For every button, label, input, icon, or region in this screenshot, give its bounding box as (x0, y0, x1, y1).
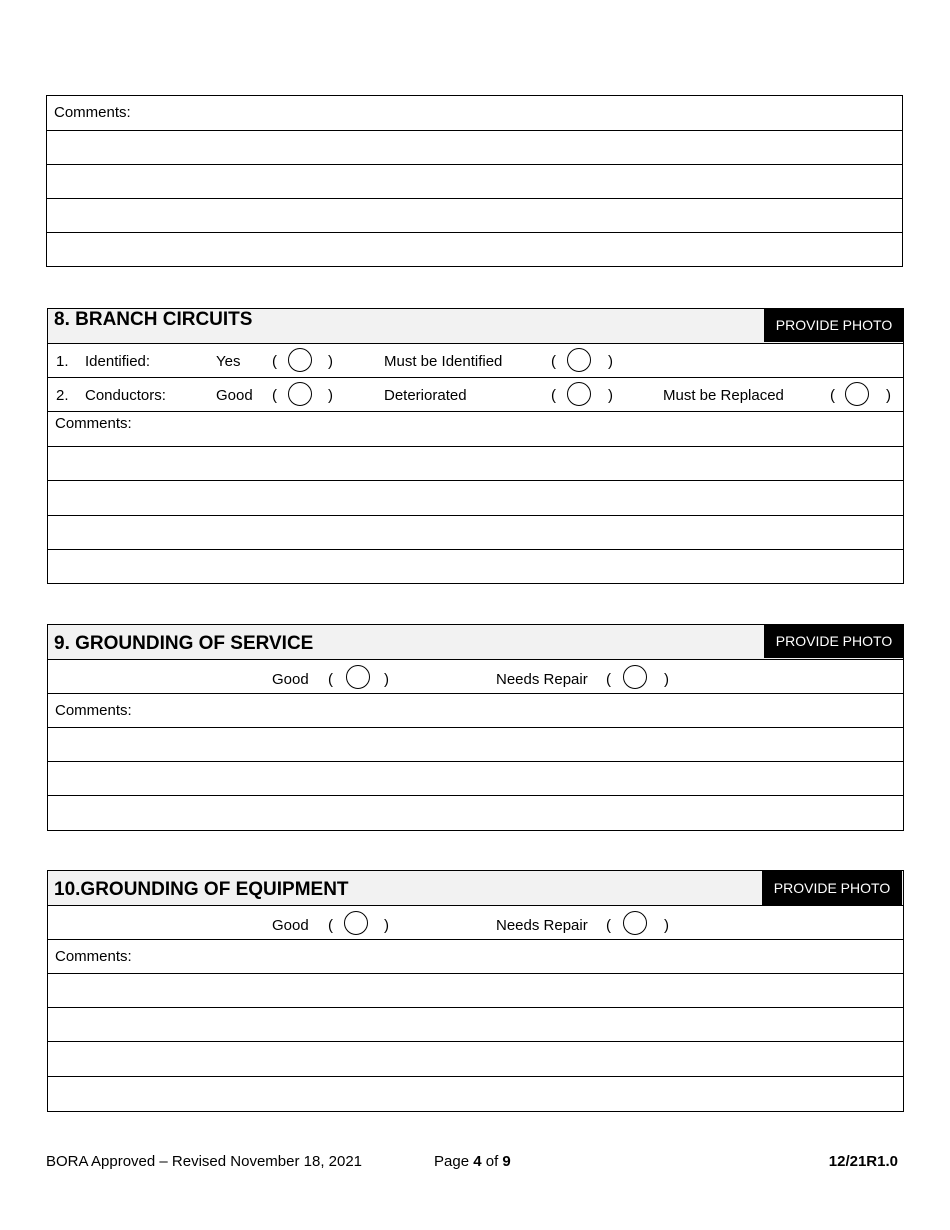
comment-line[interactable] (47, 198, 902, 233)
close-paren: ) (608, 387, 613, 404)
yes-radio[interactable] (288, 348, 312, 372)
comments-label-row (48, 411, 903, 446)
comment-line[interactable] (47, 232, 902, 267)
page-prefix: Page (434, 1153, 470, 1170)
yes-label: Yes (216, 353, 241, 370)
comments-label: Comments: (55, 702, 132, 719)
comments-label: Comments: (55, 415, 132, 432)
close-paren: ) (328, 387, 333, 404)
needs-repair-radio[interactable] (623, 911, 647, 935)
open-paren: ( (328, 671, 333, 688)
must-be-replaced-radio[interactable] (845, 382, 869, 406)
open-paren: ( (328, 917, 333, 934)
comment-line[interactable] (48, 795, 903, 830)
comments-label-row (47, 96, 902, 130)
provide-photo-button[interactable]: PROVIDE PHOTO (764, 624, 904, 658)
good-label: Good (272, 917, 309, 934)
comment-line[interactable] (48, 480, 903, 515)
comment-line[interactable] (48, 549, 903, 584)
section-title: 8. BRANCH CIRCUITS (54, 309, 253, 330)
comment-line[interactable] (48, 1007, 903, 1042)
comment-line[interactable] (48, 515, 903, 550)
close-paren: ) (384, 671, 389, 688)
good-radio[interactable] (288, 382, 312, 406)
close-paren: ) (384, 917, 389, 934)
open-paren: ( (606, 671, 611, 688)
section-title: 10.GROUNDING OF EQUIPMENT (54, 879, 349, 900)
comment-line[interactable] (47, 164, 902, 199)
needs-repair-radio[interactable] (623, 665, 647, 689)
must-be-identified-label: Must be Identified (384, 353, 503, 370)
good-label: Good (272, 671, 309, 688)
provide-photo-button[interactable]: PROVIDE PHOTO (764, 308, 904, 342)
identified-row (48, 343, 903, 378)
top-comments-box (46, 95, 903, 267)
comment-line[interactable] (48, 973, 903, 1008)
close-paren: ) (886, 387, 891, 404)
must-be-replaced-label: Must be Replaced (663, 387, 784, 404)
comment-line[interactable] (48, 1076, 903, 1111)
comment-line[interactable] (48, 761, 903, 796)
good-radio[interactable] (344, 911, 368, 935)
section-title: 9. GROUNDING OF SERVICE (54, 633, 314, 654)
good-radio[interactable] (346, 665, 370, 689)
deteriorated-radio[interactable] (567, 382, 591, 406)
page-current: 4 (473, 1153, 482, 1170)
comment-line[interactable] (48, 727, 903, 762)
comments-label-row (48, 693, 903, 728)
comment-line[interactable] (48, 1041, 903, 1076)
open-paren: ( (606, 917, 611, 934)
needs-repair-label: Needs Repair (496, 917, 588, 934)
deteriorated-label: Deteriorated (384, 387, 467, 404)
section-grounding-of-equipment (47, 870, 904, 1112)
item-number: 2. (56, 387, 69, 404)
condition-row (48, 905, 903, 940)
close-paren: ) (328, 353, 333, 370)
section-branch-circuits (47, 308, 904, 584)
footer-approval-text: BORA Approved – Revised November 18, 2021 (46, 1153, 363, 1170)
close-paren: ) (664, 671, 669, 688)
footer-revision: 12/21R1.0 (828, 1153, 898, 1170)
must-be-identified-radio[interactable] (567, 348, 591, 372)
open-paren: ( (830, 387, 835, 404)
comment-line[interactable] (47, 130, 902, 165)
footer-page-number (434, 1153, 511, 1171)
conductors-label: Conductors: (85, 387, 166, 404)
needs-repair-label: Needs Repair (496, 671, 588, 688)
section-grounding-of-service (47, 624, 904, 831)
provide-photo-button[interactable]: PROVIDE PHOTO (762, 871, 902, 905)
condition-row (48, 659, 903, 694)
close-paren: ) (608, 353, 613, 370)
close-paren: ) (664, 917, 669, 934)
comments-label: Comments: (55, 948, 132, 965)
comments-label-row (48, 939, 903, 974)
good-label: Good (216, 387, 253, 404)
conductors-row (48, 377, 903, 412)
page-of: of (485, 1153, 499, 1170)
open-paren: ( (272, 387, 277, 404)
page-total: 9 (502, 1153, 511, 1170)
item-number: 1. (56, 353, 69, 370)
identified-label: Identified: (85, 353, 151, 370)
open-paren: ( (551, 387, 556, 404)
open-paren: ( (551, 353, 556, 370)
open-paren: ( (272, 353, 277, 370)
comment-line[interactable] (48, 446, 903, 481)
comments-label: Comments: (54, 104, 131, 121)
